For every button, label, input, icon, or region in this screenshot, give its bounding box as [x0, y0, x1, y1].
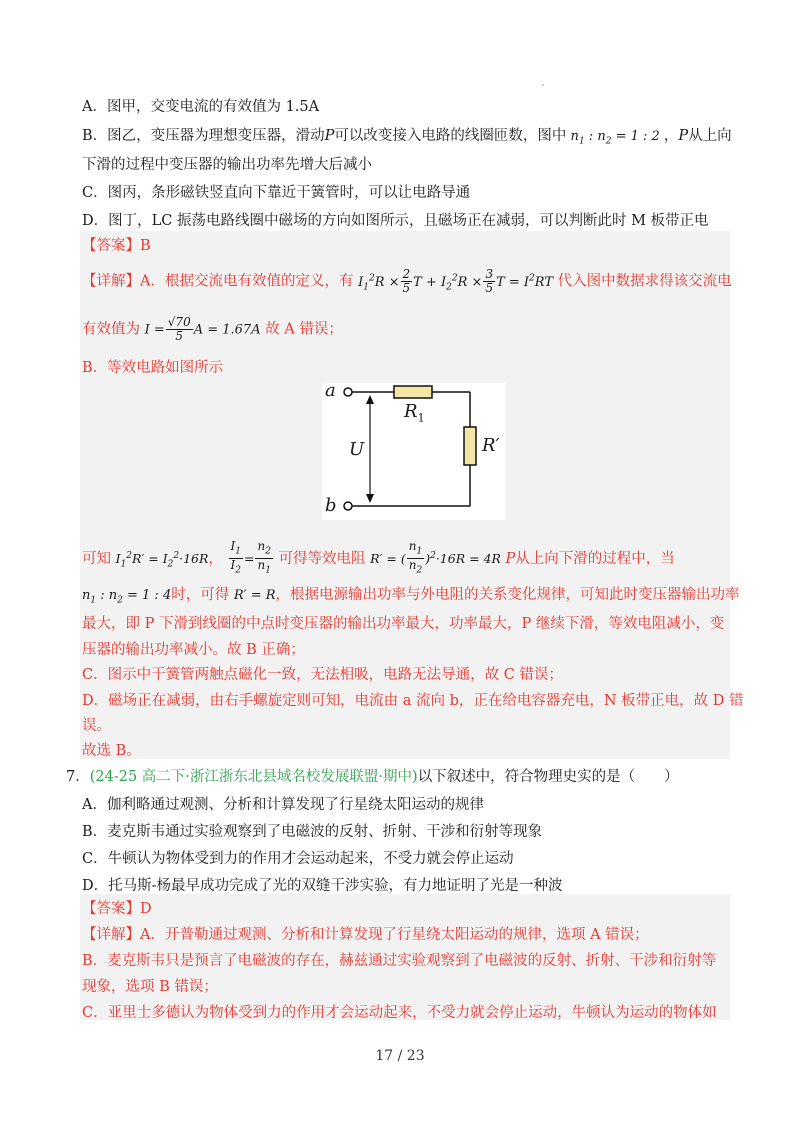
detail-a-line2: 有效值为 I = $\frac{√70}{5}$ A = 1.67A 故 A 错误；	[82, 315, 343, 343]
detail-b-line1: B．等效电路如图所示	[82, 360, 224, 376]
detail-a-line1: 【详解】A．根据交流电有效值的定义，有 $I_1^2R$ × $\frac{2}{5}$ $T + I_2^2R$ × $\frac{3}{5}$ $T = I^2RT$ 代入图中数据求得该交流电	[82, 267, 732, 295]
terminal-a-label: a	[325, 380, 336, 401]
option-d: D．图丁，LC 振荡电路线圈中磁场的方向如图所示，且磁场正在减弱，可以判断此时 M 板带正电	[82, 213, 709, 229]
q7-detail-a: 【详解】A．开普勒通过观测、分析和计算发现了行星绕太阳运动的规律，选项 A 错误；	[82, 927, 649, 943]
q7-option-a: A．伽利略通过观测、分析和计算发现了行星绕太阳运动的规律	[82, 797, 484, 813]
q7-detail-b-line1: B．麦克斯韦只是预言了电磁波的存在，赫兹通过实验观察到了电磁波的反射、折射、干涉和衍射等	[82, 953, 717, 969]
detail-b-line5: 压器的输出功率减小。故 B 正确；	[82, 642, 305, 658]
option-a: A．图甲，交变电流的有效值为 1.5A	[82, 99, 320, 115]
detail-b-line4: 最大，即 P 下滑到线圈的中点时变压器的输出功率最大，功率最大，P 继续下滑，等效电阻减小，变	[82, 616, 725, 632]
q7-option-c: C．牛顿认为物体受到力的作用才会运动起来，不受力就会停止运动	[82, 851, 514, 867]
detail-b-line2: 可知 $I_1^2R' = I_2^2\cdot 16R$， $\frac{I_1}{I_2}$ = $\frac{n_2}{n_1}$ 可得等效电阻 R′ = ( $\frac{n_1}{n_2}$ )$^2$·16R = 4R P从上向下滑的过程中，当	[82, 539, 675, 576]
q7-detail-c: C．亚里士多德认为物体受到力的作用才会运动起来，不受力就会停止运动，牛顿认为运动的物体如	[82, 1005, 717, 1021]
speck	[542, 84, 544, 86]
terminal-b-label: b	[325, 495, 337, 516]
option-b-line1: B．图乙，变压器为理想变压器，滑动P可以改变接入电路的线圈匝数，图中 $n_1$ : $n_2 = 1$ : 2 ，P从上向	[82, 128, 732, 147]
equivalent-circuit-diagram	[322, 380, 505, 520]
option-c: C．图丙，条形磁铁竖直向下靠近干簧管时，可以让电路导通	[82, 185, 471, 201]
answer-tag-q7: 【答案】D	[82, 901, 152, 917]
question-source: (24-25 高二下·浙江浙东北县域名校发展联盟·期中)	[89, 769, 418, 785]
option-b-line2: 下滑的过程中变压器的输出功率先增大后减小	[82, 157, 372, 173]
q7-option-d: D．托马斯-杨最早成功完成了光的双缝干涉实验，有力地证明了光是一种波	[82, 878, 563, 894]
detail-d-line1: D．磁场正在减弱，由右手螺旋定则可知，电流由 a 流向 b，正在给电容器充电，N 板带正电，故 D 错	[82, 693, 744, 709]
resistor-r1-label: $R_1$	[404, 401, 425, 425]
q7-detail-b-line2: 现象，选项 B 错误；	[82, 979, 218, 995]
q7-option-b: B．麦克斯韦通过实验观察到了电磁波的反射、折射、干涉和衍射等现象	[82, 824, 543, 840]
choose-b: 故选 B。	[82, 743, 141, 759]
detail-c: C．图示中干簧管两触点磁化一致，无法相吸，电路无法导通，故 C 错误；	[82, 667, 563, 683]
voltage-label: U	[349, 439, 365, 460]
detail-d-line2: 误。	[82, 718, 111, 734]
page-number: 17 / 23	[375, 1048, 425, 1064]
answer-tag-q6: 【答案】B	[82, 238, 151, 254]
resistor-rprime-label: R′	[482, 435, 500, 456]
question-7-stem: 7．(24-25 高二下·浙江浙东北县域名校发展联盟·期中)以下叙述中，符合物理史实的是（ ）	[66, 769, 679, 785]
detail-b-line3: $n_1$ : $n_2 = 1$ : 4时，可得 R′ = R，根据电源输出功率与外电阻的关系变化规律，可知此时变压器输出功率	[82, 587, 740, 606]
